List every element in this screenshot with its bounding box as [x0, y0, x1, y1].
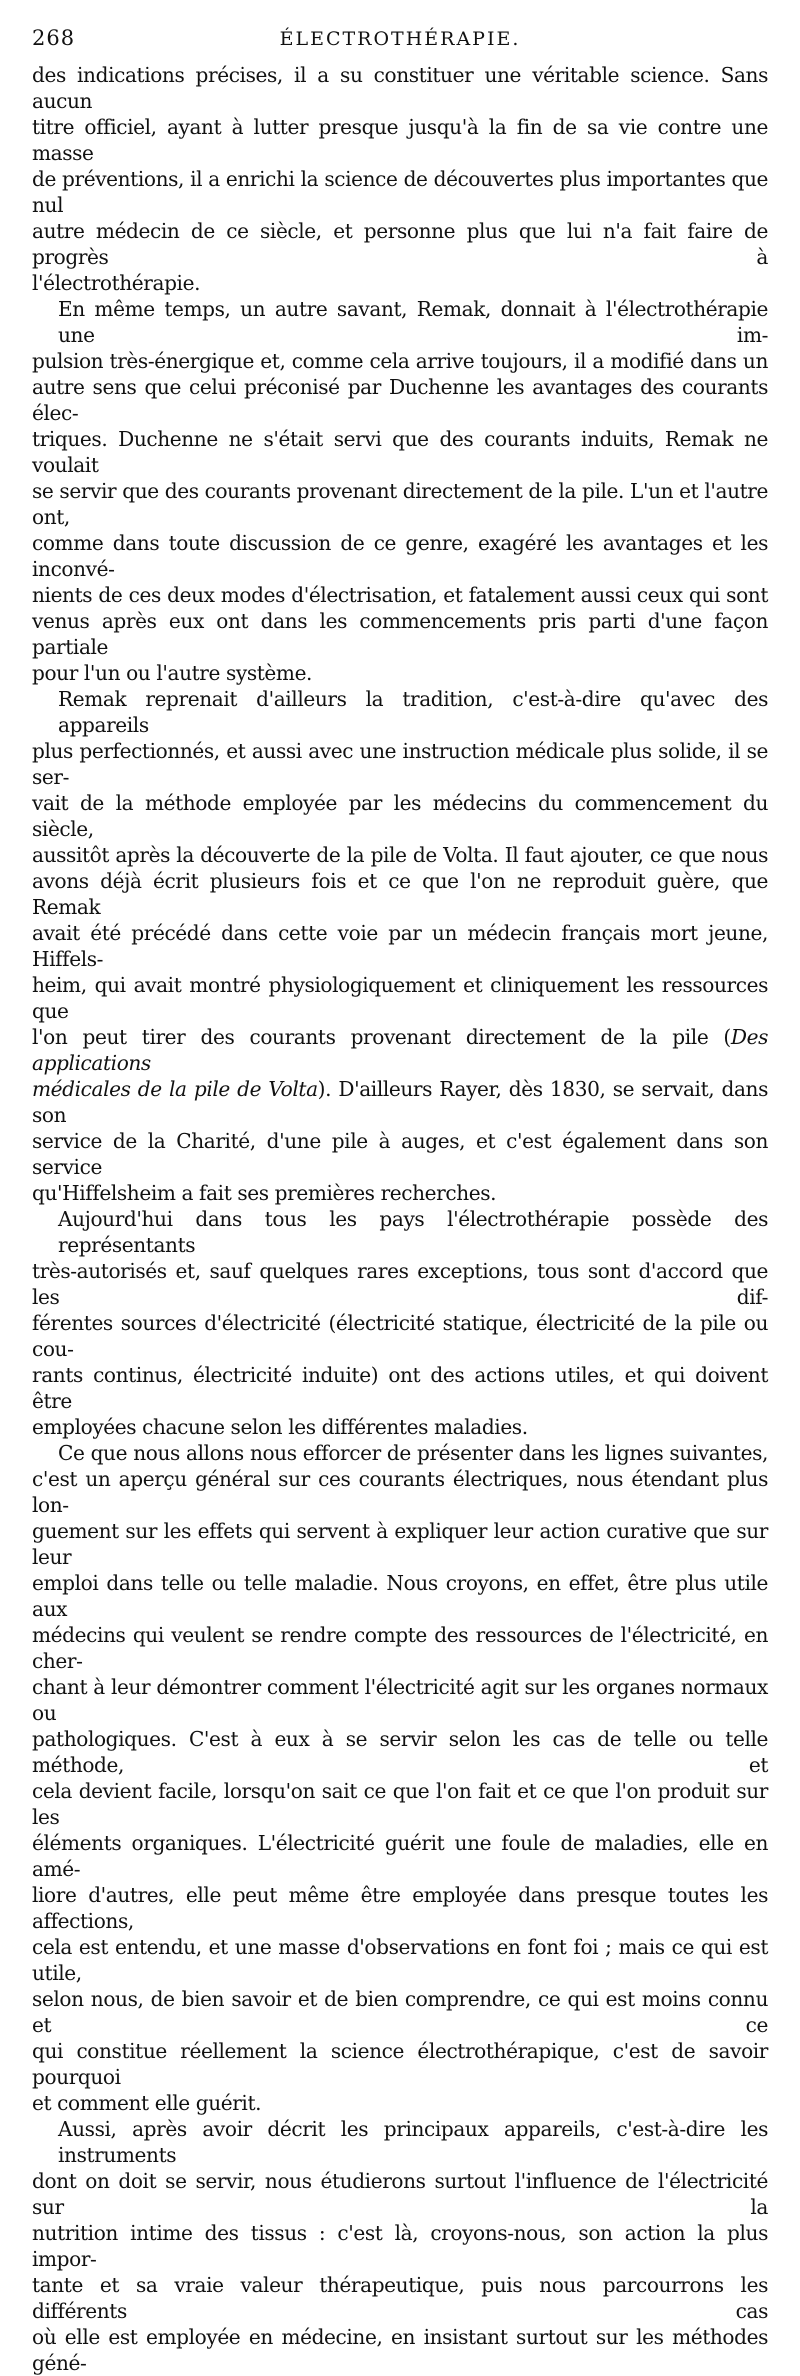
text-line: l'électrothérapie. [32, 271, 201, 295]
text-line: vait de la méthode employée par les médecins du commencement du siècle, [32, 791, 768, 841]
text-line: très-autorisés et, sauf quelques rares exceptions, tous sont d'accord que les dif- [32, 1259, 768, 1309]
text-line: avait été précédé dans cette voie par un médecin français mort jeune, Hiffels- [32, 921, 768, 971]
page-header [32, 26, 768, 62]
text-line: cela devient facile, lorsqu'on sait ce que l'on fait et ce que l'on produit sur les [32, 1779, 768, 1829]
text-line: chant à leur démontrer comment l'électricité agit sur les organes normaux ou [32, 1675, 768, 1725]
text-line: aussitôt après la découverte de la pile de Volta. Il faut ajouter, ce que nous [32, 843, 768, 867]
text-line: titre officiel, ayant à lutter presque jusqu'à la fin de sa vie contre une masse [32, 115, 768, 165]
text-line: cela est entendu, et une masse d'observations en font foi ; mais ce qui est utile, [32, 1935, 768, 1985]
text-line: et comment elle guérit. [32, 2091, 262, 2115]
text-line: autre sens que celui préconisé par Duchenne les avantages des courants élec- [32, 375, 768, 425]
text-line: comme dans toute discussion de ce genre, exagéré les avantages et les inconvé- [32, 531, 768, 581]
text-line: se servir que des courants provenant directement de la pile. L'un et l'autre ont, [32, 479, 768, 529]
text-line: pulsion très-énergique et, comme cela arrive toujours, il a modifié dans un [32, 349, 768, 373]
text-line: plus perfectionnés, et aussi avec une instruction médicale plus solide, il se ser- [32, 739, 768, 789]
text-line: nutrition intime des tissus : c'est là, croyons-nous, son action la plus impor- [32, 2221, 768, 2271]
text-line: qui constitue réellement la science électrothérapique, c'est de savoir pourquoi [32, 2039, 768, 2089]
text-line: pour l'un ou l'autre système. [32, 661, 313, 685]
text-line: liore d'autres, elle peut même être employée dans presque toutes les affections, [32, 1883, 768, 1933]
paragraph [32, 1440, 768, 2116]
text-line: Remak reprenait d'ailleurs la tradition, c'est-à-dire qu'avec des appareils [58, 687, 768, 737]
text-line: médecins qui veulent se rendre compte des ressources de l'électricité, en cher- [32, 1623, 768, 1673]
text-line: employées chacune selon les différentes maladies. [32, 1415, 528, 1439]
text-line: dont on doit se servir, nous étudierons surtout l'influence de l'électricité sur la [32, 2169, 768, 2219]
running-title: ÉLECTROTHÉRAPIE. [279, 28, 521, 50]
body-text [32, 62, 768, 2376]
text-line: où elle est employée en médecine, en insistant surtout sur les méthodes géné- [32, 2325, 768, 2375]
text-line: service de la Charité, d'une pile à auges, et c'est également dans son service [32, 1129, 768, 1179]
text-line: qu'Hiffelsheim a fait ses premières recherches. [32, 1181, 497, 1205]
text-line: venus après eux ont dans les commencements pris parti d'une façon partiale [32, 609, 768, 659]
text-line: autre médecin de ce siècle, et personne plus que lui n'a fait faire de progrès à [32, 219, 768, 269]
text-line: rants continus, électricité induite) ont des actions utiles, et qui doivent être [32, 1363, 768, 1413]
paragraph [32, 1206, 768, 1440]
text-line: de préventions, il a enrichi la science de découvertes plus importantes que nul [32, 167, 768, 217]
text-segment: ). D'ailleurs Rayer, dès 1830, se servait, dans son [32, 1077, 769, 1127]
text-line: tante et sa vraie valeur thérapeutique, puis nous parcourrons les différents cas [32, 2273, 768, 2323]
paragraph [32, 686, 768, 1206]
text-line: guement sur les effets qui servent à expliquer leur action curative que sur leur [32, 1519, 768, 1569]
text-line: des indications précises, il a su constituer une véritable science. Sans aucun [32, 63, 768, 113]
text-line-with-citation [32, 1076, 768, 1128]
text-line: heim, qui avait montré physiologiquement et cliniquement les ressources que [32, 973, 768, 1023]
text-line: En même temps, un autre savant, Remak, donnait à l'électrothérapie une im- [58, 297, 768, 347]
page-number: 268 [32, 26, 76, 50]
text-line: éléments organiques. L'électricité guérit une foule de maladies, elle en amé- [32, 1831, 768, 1881]
text-segment: l'on peut tirer des courants provenant directement de la pile ( [32, 1025, 731, 1049]
text-line: pathologiques. C'est à eux à se servir selon les cas de telle ou telle méthode, et [32, 1727, 768, 1777]
text-line: c'est un aperçu général sur ces courants électriques, nous étendant plus lon- [32, 1467, 768, 1517]
paragraph [32, 296, 768, 686]
text-line: Aussi, après avoir décrit les principaux appareils, c'est-à-dire les instruments [58, 2117, 768, 2167]
text-line: avons déjà écrit plusieurs fois et ce que l'on ne reproduit guère, que Remak [32, 869, 768, 919]
citation-title: Des applications [32, 1025, 768, 1075]
paragraph [32, 62, 768, 296]
text-line-with-citation [32, 1024, 768, 1076]
paragraph [32, 2116, 768, 2376]
text-line: Aujourd'hui dans tous les pays l'électrothérapie possède des représentants [58, 1207, 768, 1257]
text-line: férentes sources d'électricité (électricité statique, électricité de la pile ou cou- [32, 1311, 768, 1361]
text-line: selon nous, de bien savoir et de bien comprendre, ce qui est moins connu et ce [32, 1987, 768, 2037]
text-line: nients de ces deux modes d'électrisation, et fatalement aussi ceux qui sont [32, 583, 768, 607]
citation-title: médicales de la pile de Volta [32, 1077, 318, 1101]
text-line: Ce que nous allons nous efforcer de présenter dans les lignes suivantes, [58, 1441, 768, 1465]
text-line: emploi dans telle ou telle maladie. Nous croyons, en effet, être plus utile aux [32, 1571, 768, 1621]
text-line: triques. Duchenne ne s'était servi que des courants induits, Remak ne voulait [32, 427, 768, 477]
